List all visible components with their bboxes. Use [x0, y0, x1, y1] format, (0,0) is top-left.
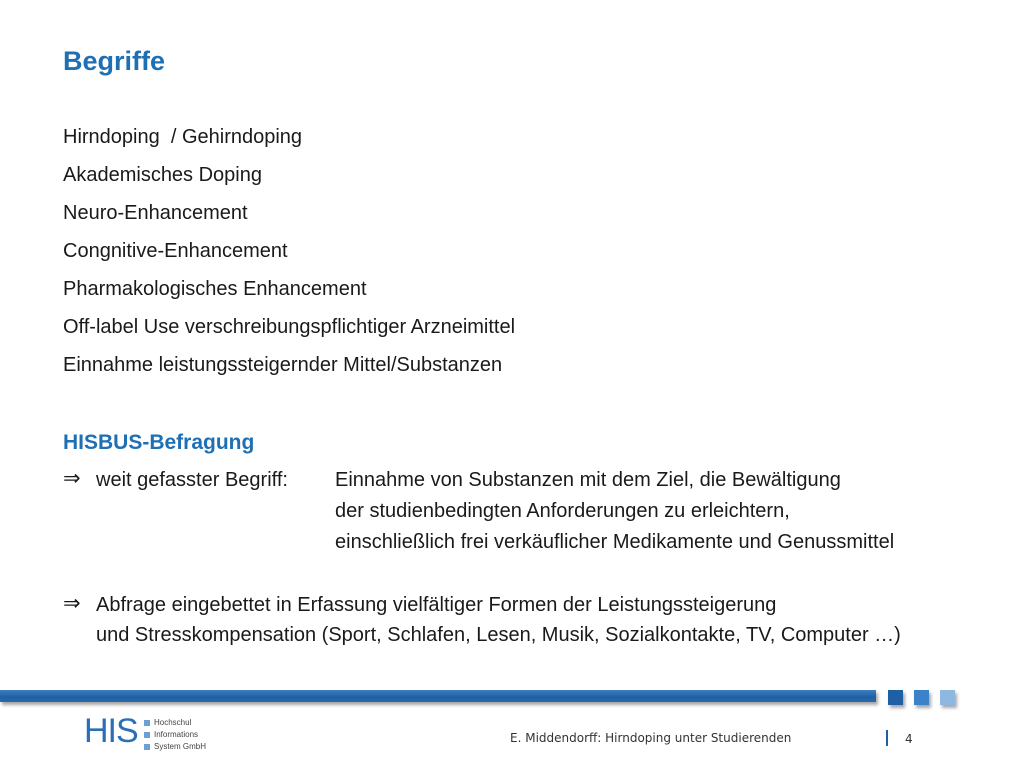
term-item: Off-label Use verschreibungspflichtiger Arzneimittel — [63, 316, 516, 338]
footer-square — [914, 690, 929, 705]
logo-line: System GmbH — [154, 742, 207, 751]
page-number: 4 — [905, 732, 913, 746]
point1-line: Einnahme von Substanzen mit dem Ziel, die Bewältigung — [335, 469, 841, 491]
term-item: Neuro-Enhancement — [63, 202, 248, 224]
logo-line: Informations — [154, 730, 199, 739]
square-bullet-icon — [144, 744, 150, 750]
term-item: Congnitive-Enhancement — [63, 240, 288, 262]
square-bullet-icon — [144, 720, 150, 726]
footer-text: E. Middendorff: Hirndoping unter Studierenden — [510, 731, 792, 745]
square-bullet-icon — [144, 732, 150, 738]
logo-wordmark: HIS — [84, 712, 138, 750]
implies-arrow-icon: ⇒ — [63, 467, 81, 490]
point2-line: und Stresskompensation (Sport, Schlafen, Lesen, Musik, Sozialkontakte, TV, Computer …) — [96, 624, 901, 646]
hisbus-heading: HISBUS-Befragung — [63, 431, 255, 454]
slide-title: Begriffe — [63, 46, 166, 76]
footer-bar — [0, 690, 876, 702]
logo-line: Hochschul — [154, 718, 192, 727]
term-item: Einnahme leistungssteigernder Mittel/Substanzen — [63, 354, 503, 376]
point1-line: einschließlich frei verkäuflicher Medikamente und Genussmittel — [335, 531, 895, 553]
footer-separator — [886, 730, 888, 746]
footer-square — [940, 690, 955, 705]
term-item: Akademisches Doping — [63, 164, 262, 186]
term-item: Pharmakologisches Enhancement — [63, 278, 367, 300]
terms-list — [63, 118, 515, 384]
point1-line: der studienbedingten Anforderungen zu erleichtern, — [335, 500, 790, 522]
point2-line: Abfrage eingebettet in Erfassung vielfältiger Formen der Leistungssteigerung — [96, 594, 777, 616]
footer-square — [888, 690, 903, 705]
point1-label: weit gefasster Begriff: — [96, 469, 288, 491]
term-item: Hirndoping / Gehirndoping — [63, 126, 303, 148]
implies-arrow-icon: ⇒ — [63, 592, 81, 615]
